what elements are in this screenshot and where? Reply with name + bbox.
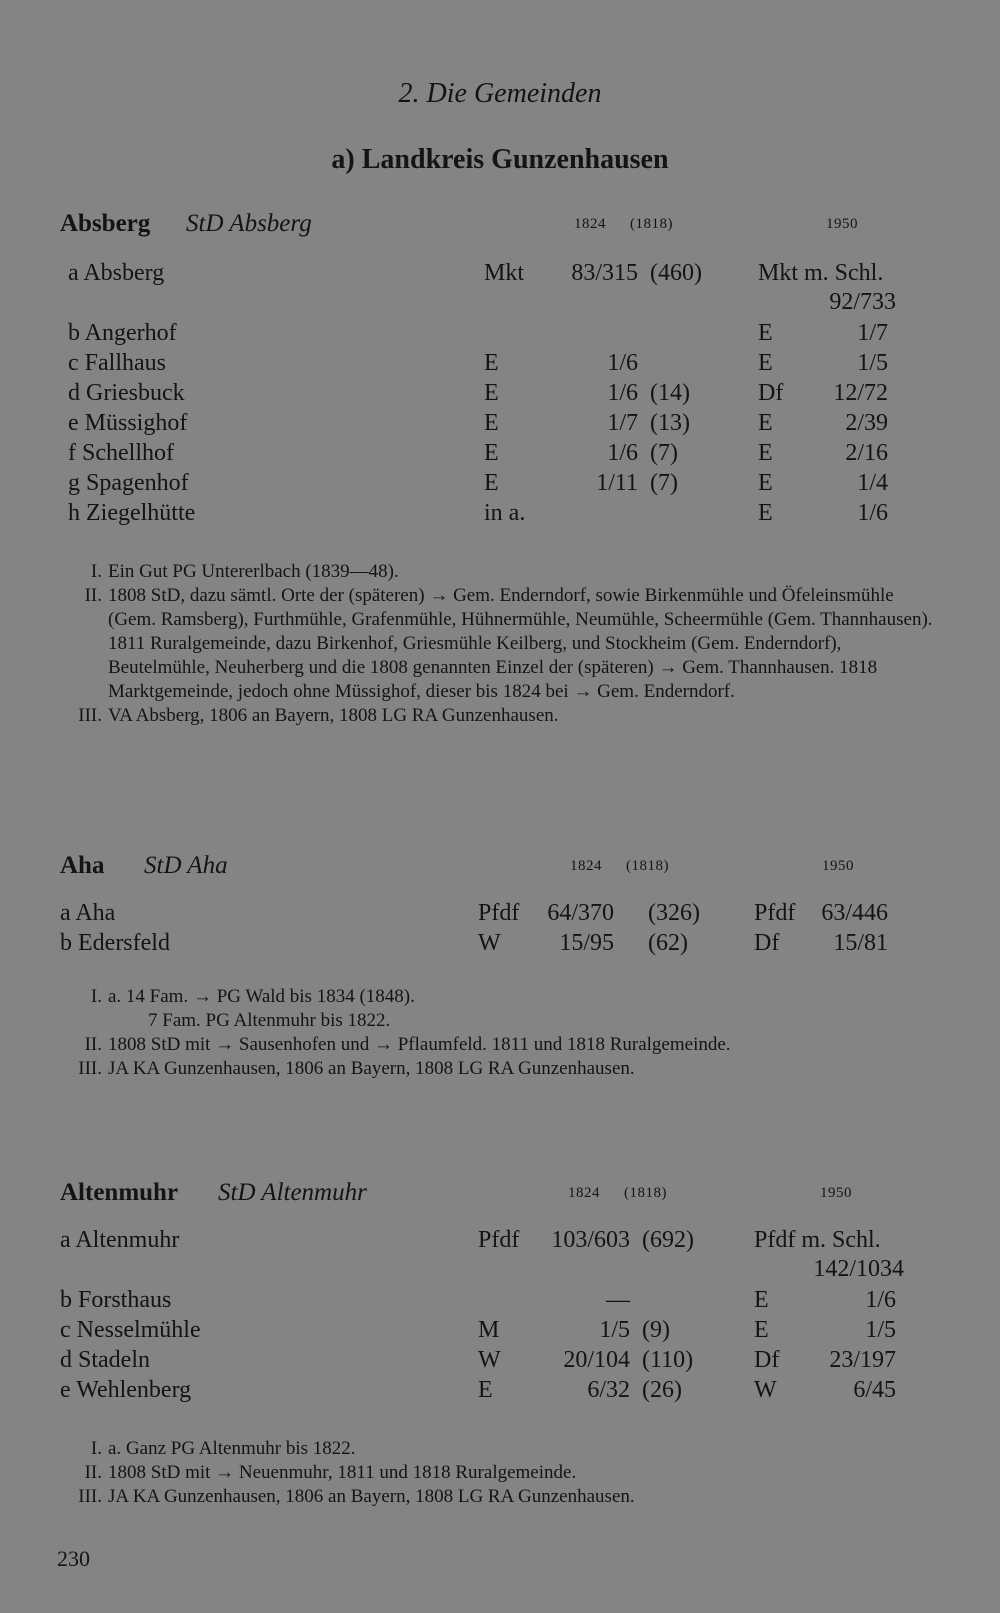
households-1824: 103/603: [551, 1227, 630, 1253]
place-row: [60, 1377, 940, 1407]
type-1824: E: [478, 1377, 493, 1403]
note-text: JA KA Gunzenhausen, 1806 an Bayern, 1808 LG RA Gunzenhausen.: [108, 1058, 635, 1079]
type-1950: E: [758, 500, 773, 526]
note-number: I.: [90, 1438, 102, 1459]
households-1824: 15/95: [559, 930, 614, 956]
place-name: d Stadeln: [60, 1347, 150, 1373]
place-row: [60, 320, 940, 350]
note: [60, 1057, 940, 1081]
type-1950: Df: [758, 380, 784, 406]
place-row: [60, 260, 940, 290]
type-1950: E: [754, 1317, 769, 1343]
place-name: h Ziegelhütte: [68, 500, 196, 526]
place-row: [60, 1227, 940, 1257]
type-1824: Mkt: [484, 260, 525, 286]
year-1824-header: 1824: [570, 858, 602, 874]
households-1950: 2/16: [845, 440, 888, 466]
type-1950: E: [754, 1287, 769, 1313]
type-1824: Pfdf: [478, 900, 520, 926]
note-text: a. Ganz PG Altenmuhr bis 1822.: [108, 1438, 356, 1459]
year-1824-header: 1824: [574, 216, 606, 232]
municipality-header: [60, 210, 940, 244]
households-1950: 1/4: [857, 470, 888, 496]
place-row-continuation: [60, 1256, 940, 1286]
households-1950: 1/5: [857, 350, 888, 376]
type-1950: Pfdf: [754, 900, 796, 926]
notes-block: [60, 1437, 940, 1509]
place-row: [60, 410, 940, 440]
district-office: StD Altenmuhr: [218, 1179, 367, 1206]
population-1818: (326): [648, 900, 700, 926]
year-1818-header: (1818): [630, 216, 673, 232]
place-name: b Angerhof: [68, 320, 177, 346]
note-text: Ein Gut PG Untererlbach (1839—48).: [108, 561, 399, 582]
population-1818: (26): [642, 1377, 682, 1403]
type-1950: Pfdf m. Schl.: [754, 1227, 881, 1253]
households-1824: 1/6: [607, 350, 638, 376]
note: [60, 1009, 940, 1033]
note: [60, 584, 940, 704]
place-row: [60, 930, 940, 960]
type-1824: E: [484, 380, 499, 406]
type-1824: E: [484, 470, 499, 496]
type-1824: E: [484, 350, 499, 376]
municipality-header: [60, 1179, 940, 1213]
type-1824: W: [478, 1347, 501, 1373]
households-1950: 1/7: [857, 320, 888, 346]
note: [60, 985, 940, 1009]
section-title: 2. Die Gemeinden: [398, 78, 602, 109]
year-1950-header: 1950: [820, 1185, 852, 1201]
type-1950: Df: [754, 1347, 780, 1373]
type-1950: E: [758, 320, 773, 346]
type-1824: M: [478, 1317, 500, 1343]
year-1818-header: (1818): [624, 1185, 667, 1201]
place-name: g Spagenhof: [68, 470, 189, 496]
population-1818: (62): [648, 930, 688, 956]
note-text: VA Absberg, 1806 an Bayern, 1808 LG RA Gunzenhausen.: [108, 705, 559, 726]
population-1818: (692): [642, 1227, 694, 1253]
municipality-name: Altenmuhr: [60, 1179, 179, 1206]
page-number: 230: [57, 1546, 90, 1571]
note-text: JA KA Gunzenhausen, 1806 an Bayern, 1808 LG RA Gunzenhausen.: [108, 1486, 635, 1507]
note-number: II.: [84, 1034, 102, 1055]
note-number: III.: [78, 1058, 102, 1079]
note: [60, 1485, 940, 1509]
households-1950: 23/197: [829, 1347, 896, 1373]
households-1950: 142/1034: [813, 1256, 904, 1282]
note-number: I.: [90, 561, 102, 582]
municipality-header: [60, 852, 940, 886]
place-name: e Müssighof: [68, 410, 188, 436]
place-row: [60, 440, 940, 470]
place-row: [60, 350, 940, 380]
note: [60, 1461, 940, 1485]
place-row: [60, 1287, 940, 1317]
year-1950-header: 1950: [822, 858, 854, 874]
district-title: a) Landkreis Gunzenhausen: [331, 144, 669, 175]
note-number: III.: [78, 1486, 102, 1507]
place-name: f Schellhof: [68, 440, 174, 466]
population-1818: (13): [650, 410, 690, 436]
place-row: [60, 500, 940, 530]
households-1950: 2/39: [845, 410, 888, 436]
place-name: b Forsthaus: [60, 1287, 172, 1313]
note-text: 1808 StD, dazu sämtl. Orte der (späteren) → Gem. Enderndorf, sowie Birkenmühle und Öfeleinsmühle (Gem. Ramsberg), Furthmühle, Grafenmühle, Hühnermühle, Neumühle, Scheermühle (Gem. Thannhausen). 1811 Ruralgemeinde, dazu Birkenhof, Griesmühle Keilberg, und Stockheim (Gem. Enderndorf), Beutelmühle, Neuherberg und die 1808 genannten Einzel der (späteren) → Gem. Thannhausen. 1818 Marktgemeinde, jedoch ohne Müssighof, dieser bis 1824 bei → Gem. Enderndorf.: [108, 585, 933, 702]
type-1824: E: [484, 440, 499, 466]
type-1824: W: [478, 930, 501, 956]
households-1824: —: [606, 1287, 630, 1313]
note-text: 1808 StD mit → Sausenhofen und → Pflaumfeld. 1811 und 1818 Ruralgemeinde.: [108, 1034, 731, 1055]
note: [60, 1437, 940, 1461]
population-1818: (110): [642, 1347, 694, 1373]
note-text: a. 14 Fam. → PG Wald bis 1834 (1848).: [108, 986, 415, 1007]
municipality-name: Absberg: [60, 210, 151, 237]
households-1950: 63/446: [821, 900, 888, 926]
households-1824: 1/7: [607, 410, 638, 436]
households-1824: 6/32: [587, 1377, 630, 1403]
households-1824: 64/370: [547, 900, 614, 926]
district-office: StD Absberg: [186, 210, 312, 237]
note-text: 1808 StD mit → Neuenmuhr, 1811 und 1818 Ruralgemeinde.: [108, 1462, 577, 1483]
note: [60, 704, 940, 728]
population-1818: (7): [650, 440, 678, 466]
note: [60, 1033, 940, 1057]
place-row: [60, 470, 940, 500]
type-1824: in a.: [484, 500, 526, 526]
households-1950: 6/45: [853, 1377, 896, 1403]
notes-block: [60, 985, 940, 1081]
district-office: StD Aha: [144, 852, 228, 879]
municipality-name: Aha: [60, 852, 105, 879]
population-1818: (7): [650, 470, 678, 496]
note-number: III.: [78, 705, 102, 726]
notes-block: [60, 560, 940, 728]
year-1824-header: 1824: [568, 1185, 600, 1201]
note-number: II.: [84, 1462, 102, 1483]
type-1950: E: [758, 440, 773, 466]
households-1824: 1/6: [607, 380, 638, 406]
households-1824: 1/11: [596, 470, 638, 496]
type-1824: E: [484, 410, 499, 436]
households-1824: 1/5: [599, 1317, 630, 1343]
households-1950: 1/6: [857, 500, 888, 526]
place-row: [60, 1347, 940, 1377]
households-1950: 12/72: [833, 380, 888, 406]
population-1818: (460): [650, 260, 702, 286]
year-1950-header: 1950: [826, 216, 858, 232]
households-1950: 15/81: [833, 930, 888, 956]
population-1818: (9): [642, 1317, 670, 1343]
households-1950: 92/733: [829, 289, 896, 315]
place-name: b Edersfeld: [60, 930, 170, 956]
note-number: I.: [90, 986, 102, 1007]
type-1950: E: [758, 470, 773, 496]
year-1818-header: (1818): [626, 858, 669, 874]
place-name: c Fallhaus: [68, 350, 166, 376]
households-1950: 1/5: [865, 1317, 896, 1343]
place-name: a Altenmuhr: [60, 1227, 180, 1253]
place-name: a Aha: [60, 900, 116, 926]
place-name: d Griesbuck: [68, 380, 185, 406]
type-1950: Df: [754, 930, 780, 956]
place-name: a Absberg: [68, 260, 165, 286]
place-row: [60, 380, 940, 410]
note-number: II.: [84, 585, 102, 606]
type-1950: Mkt m. Schl.: [758, 260, 884, 286]
type-1824: Pfdf: [478, 1227, 520, 1253]
households-1950: 1/6: [865, 1287, 896, 1313]
population-1818: (14): [650, 380, 690, 406]
households-1824: 1/6: [607, 440, 638, 466]
note: [60, 560, 940, 584]
place-row: [60, 1317, 940, 1347]
place-row-continuation: [60, 289, 940, 319]
type-1950: E: [758, 410, 773, 436]
note-text: 7 Fam. PG Altenmuhr bis 1822.: [148, 1010, 391, 1031]
place-row: [60, 900, 940, 930]
households-1824: 83/315: [571, 260, 638, 286]
type-1950: E: [758, 350, 773, 376]
place-name: c Nesselmühle: [60, 1317, 201, 1343]
place-name: e Wehlenberg: [60, 1377, 192, 1403]
type-1950: W: [754, 1377, 777, 1403]
households-1824: 20/104: [563, 1347, 630, 1373]
